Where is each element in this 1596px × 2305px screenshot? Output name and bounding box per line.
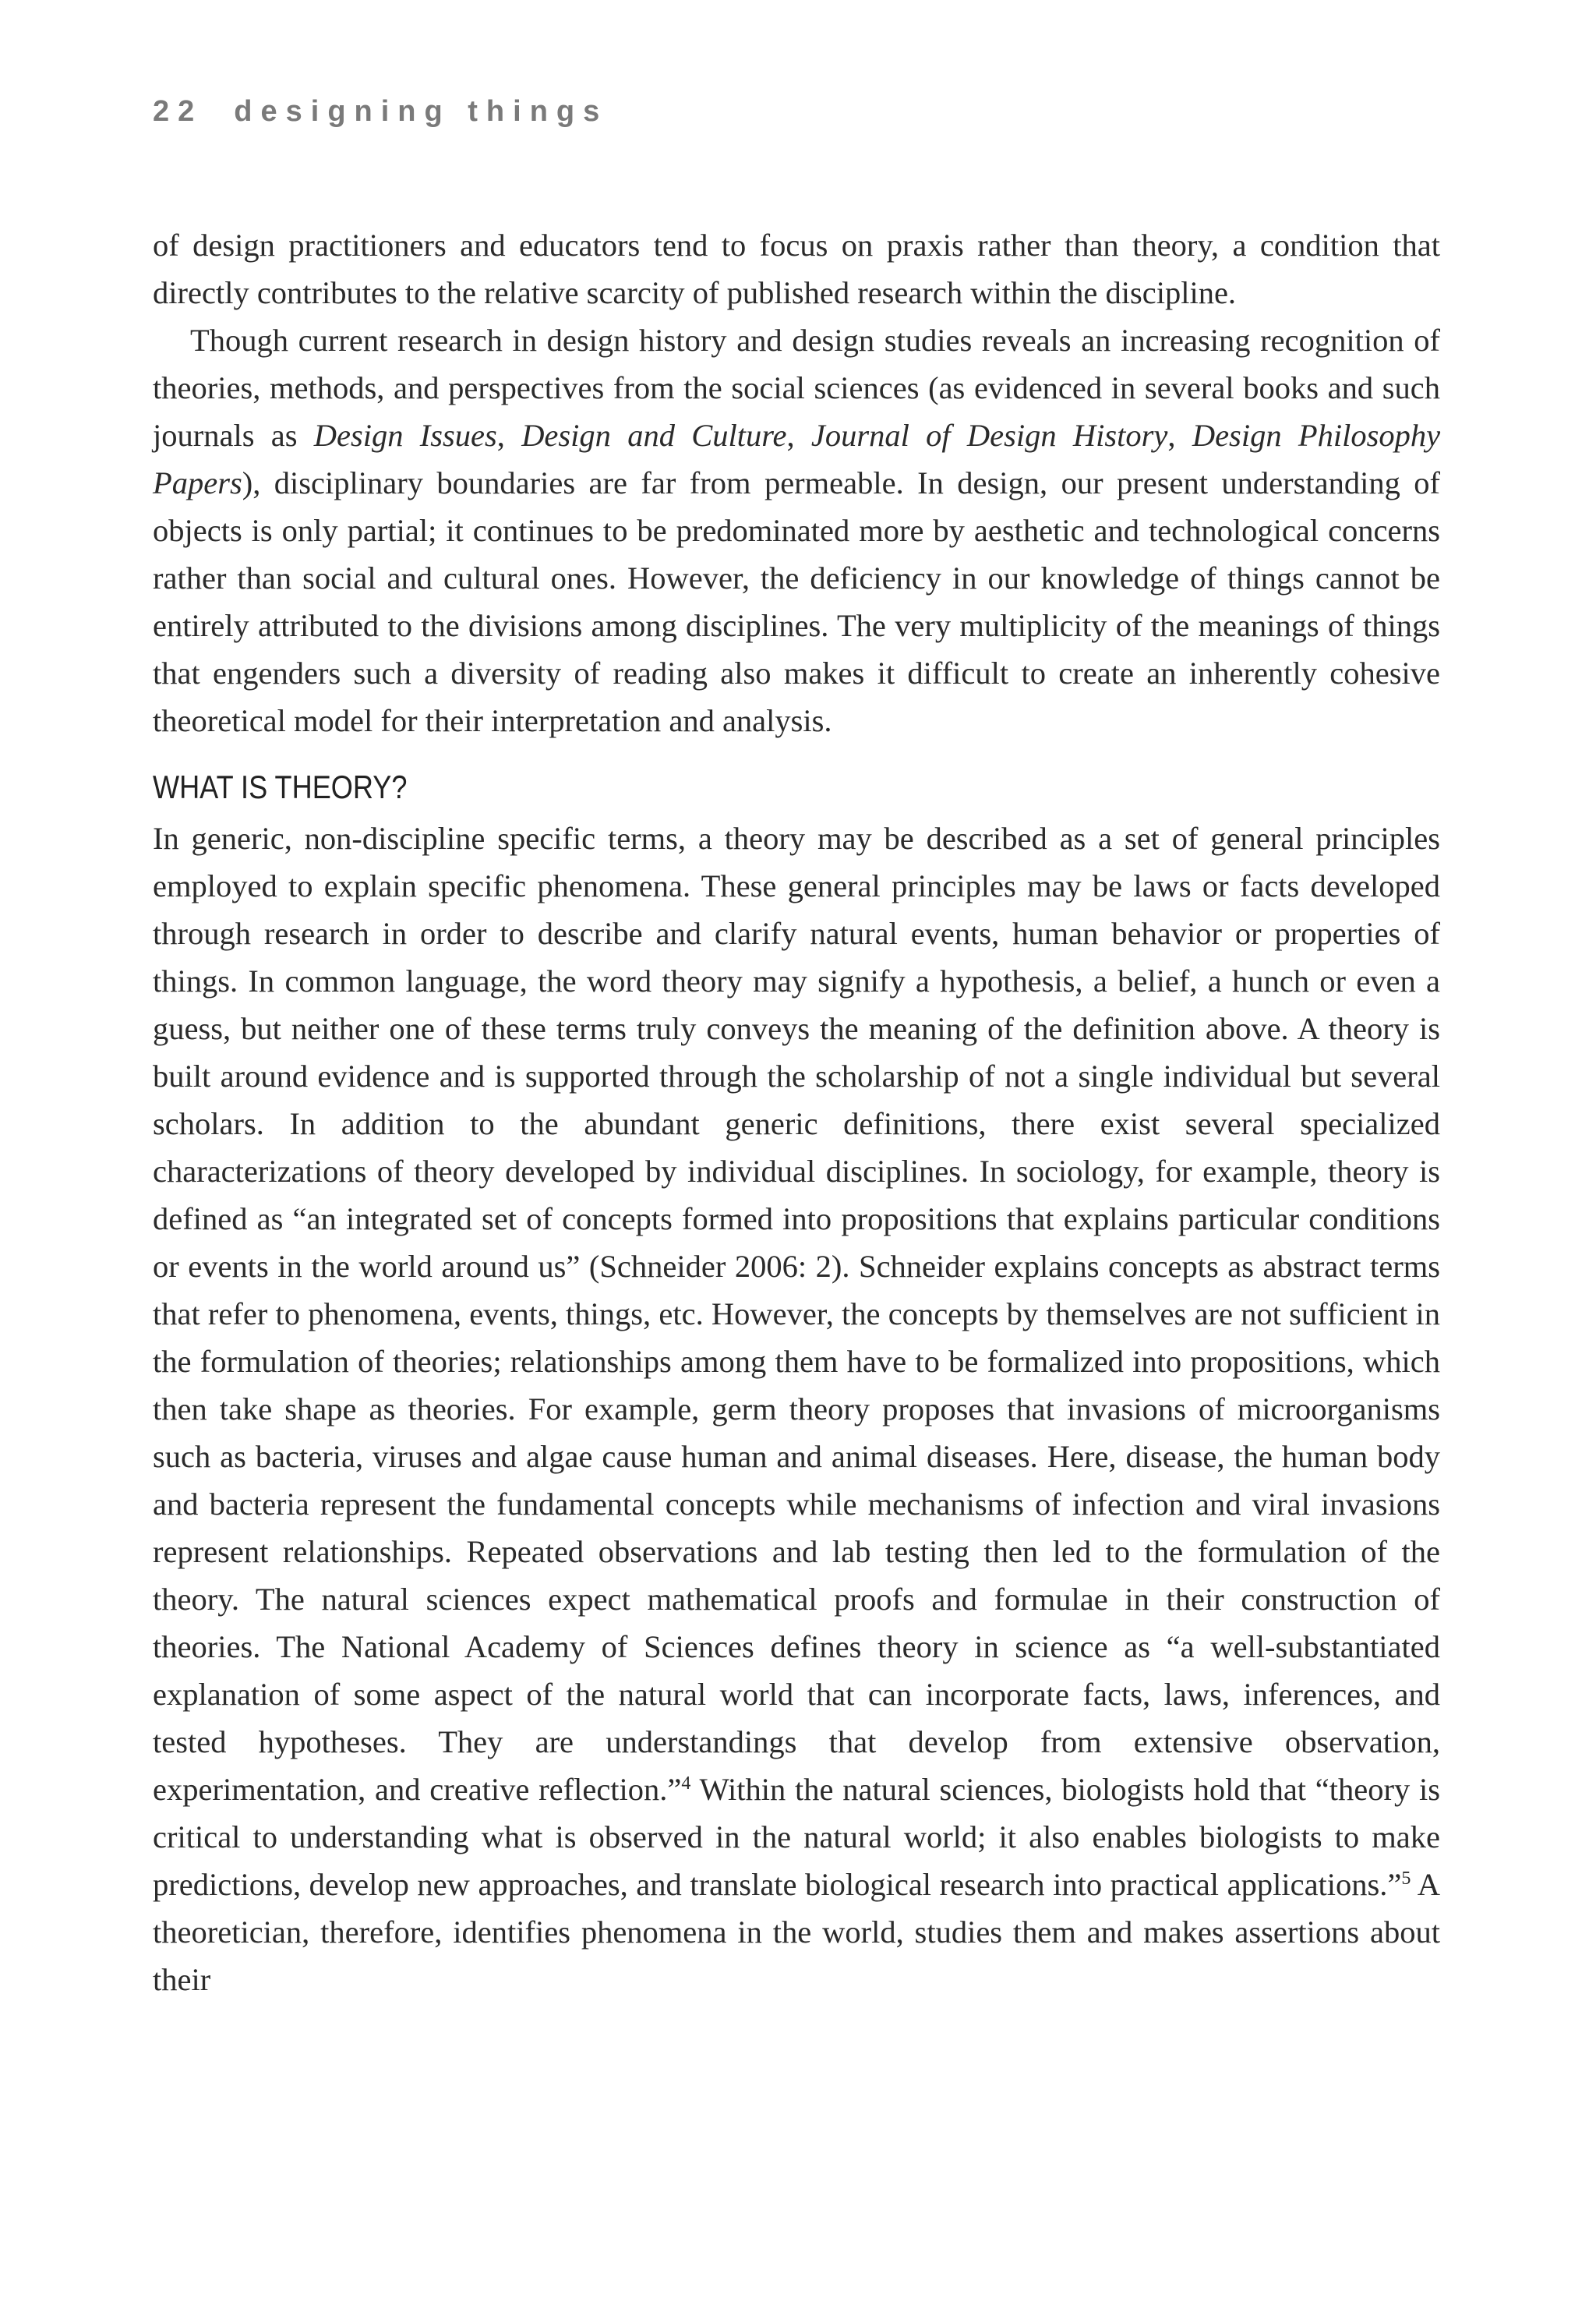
paragraph-text: ), disciplinary boundaries are far from permeable. In design, our present understanding of objects is only partial; it continues to be predominated more by aesthetic and technological concerns rather than social and cultural ones. However, the deficiency in our knowledge of things cannot be entirely attributed to the divisions among disciplines. The very multiplicity of the meanings of things that engenders such a diversity of reading also makes it difficult to create an inherently cohesive theoretical model for their interpretation and analysis. <box>153 465 1440 738</box>
paragraph-text: Within the natural sciences, biologists hold that “theory is critical to understanding what is observed in the natural world; it also enables biologists to make predictions, develop new approaches, and translate biological research into practical applications.” <box>153 1772 1441 1902</box>
running-title: designing things <box>234 95 609 128</box>
journal-title: Journal of Design History <box>810 418 1168 453</box>
page-number: 22 <box>153 95 203 128</box>
footnote-marker: 4 <box>681 1773 691 1794</box>
separator: , <box>1167 418 1192 453</box>
running-head <box>153 95 608 129</box>
paragraph-continued: of design practitioners and educators tend to focus on praxis rather than theory, a condition that directly contributes to the relative scarcity of published research within the discipline. <box>153 228 1440 310</box>
paragraph-design-research <box>153 316 1440 744</box>
separator: , <box>496 418 522 453</box>
separator: , <box>786 418 811 453</box>
paragraph-what-is-theory <box>153 815 1440 2003</box>
paragraph-text: In generic, non-discipline specific terms, a theory may be described as a set of general principles employed to explain specific phenomena. These general principles may be laws or facts developed through research in order to describe and clarify natural events, human behavior or properties of things. In common language, the word theory may signify a hypothesis, a belief, a hunch or even a guess, but neither one of these terms truly conveys the meaning of the definition above. A theory is built around evidence and is supported through the scholarship of not a single individual but several scholars. In addition to the abundant generic definitions, there exist several specialized characterizations of theory developed by individual disciplines. In sociology, for example, theory is defined as “an integrated set of concepts formed into propositions that explains particular conditions or events in the world around us” (Schneider 2006: 2). Schneider explains concepts as abstract terms that refer to phenomena, events, things, etc. However, the concepts by themselves are not sufficient in the formulation of theories; relationships among them have to be formalized into propositions, which then take shape as theories. For example, germ theory proposes that invasions of microorganisms such as bacteria, viruses and algae cause human and animal diseases. Here, disease, the human body and bacteria represent the fundamental concepts while mechanisms of infection and viral invasions represent relationships. Repeated observations and lab testing then led to the formulation of the theory. The natural sciences expect mathematical proofs and formulae in their construction of theories. The National Academy of Sciences defines theory in science as “a well-substantiated explanation of some aspect of the natural world that can incorporate facts, laws, inferences, and tested hypotheses. They are understandings that develop from extensive observation, experimentation, and creative reflection.” <box>153 821 1440 1807</box>
paragraph-text: Though current research in design history and design studies reveals an increasing recognition of theories, methods, and perspectives from the social sciences (as evidenced in several books and such journals as <box>153 323 1440 453</box>
journal-title: Design Philosophy Papers <box>153 418 1441 500</box>
paragraph-text: A theoretician, therefore, identifies phenomena in the world, studies them and makes assertions about their <box>153 1867 1441 1997</box>
footnote-marker: 5 <box>1401 1868 1411 1889</box>
section-heading: WHAT IS THEORY? <box>153 769 408 805</box>
journal-title: Design and Culture <box>521 418 787 453</box>
journal-title: Design Issues <box>313 418 497 453</box>
body-text <box>153 221 1440 2003</box>
